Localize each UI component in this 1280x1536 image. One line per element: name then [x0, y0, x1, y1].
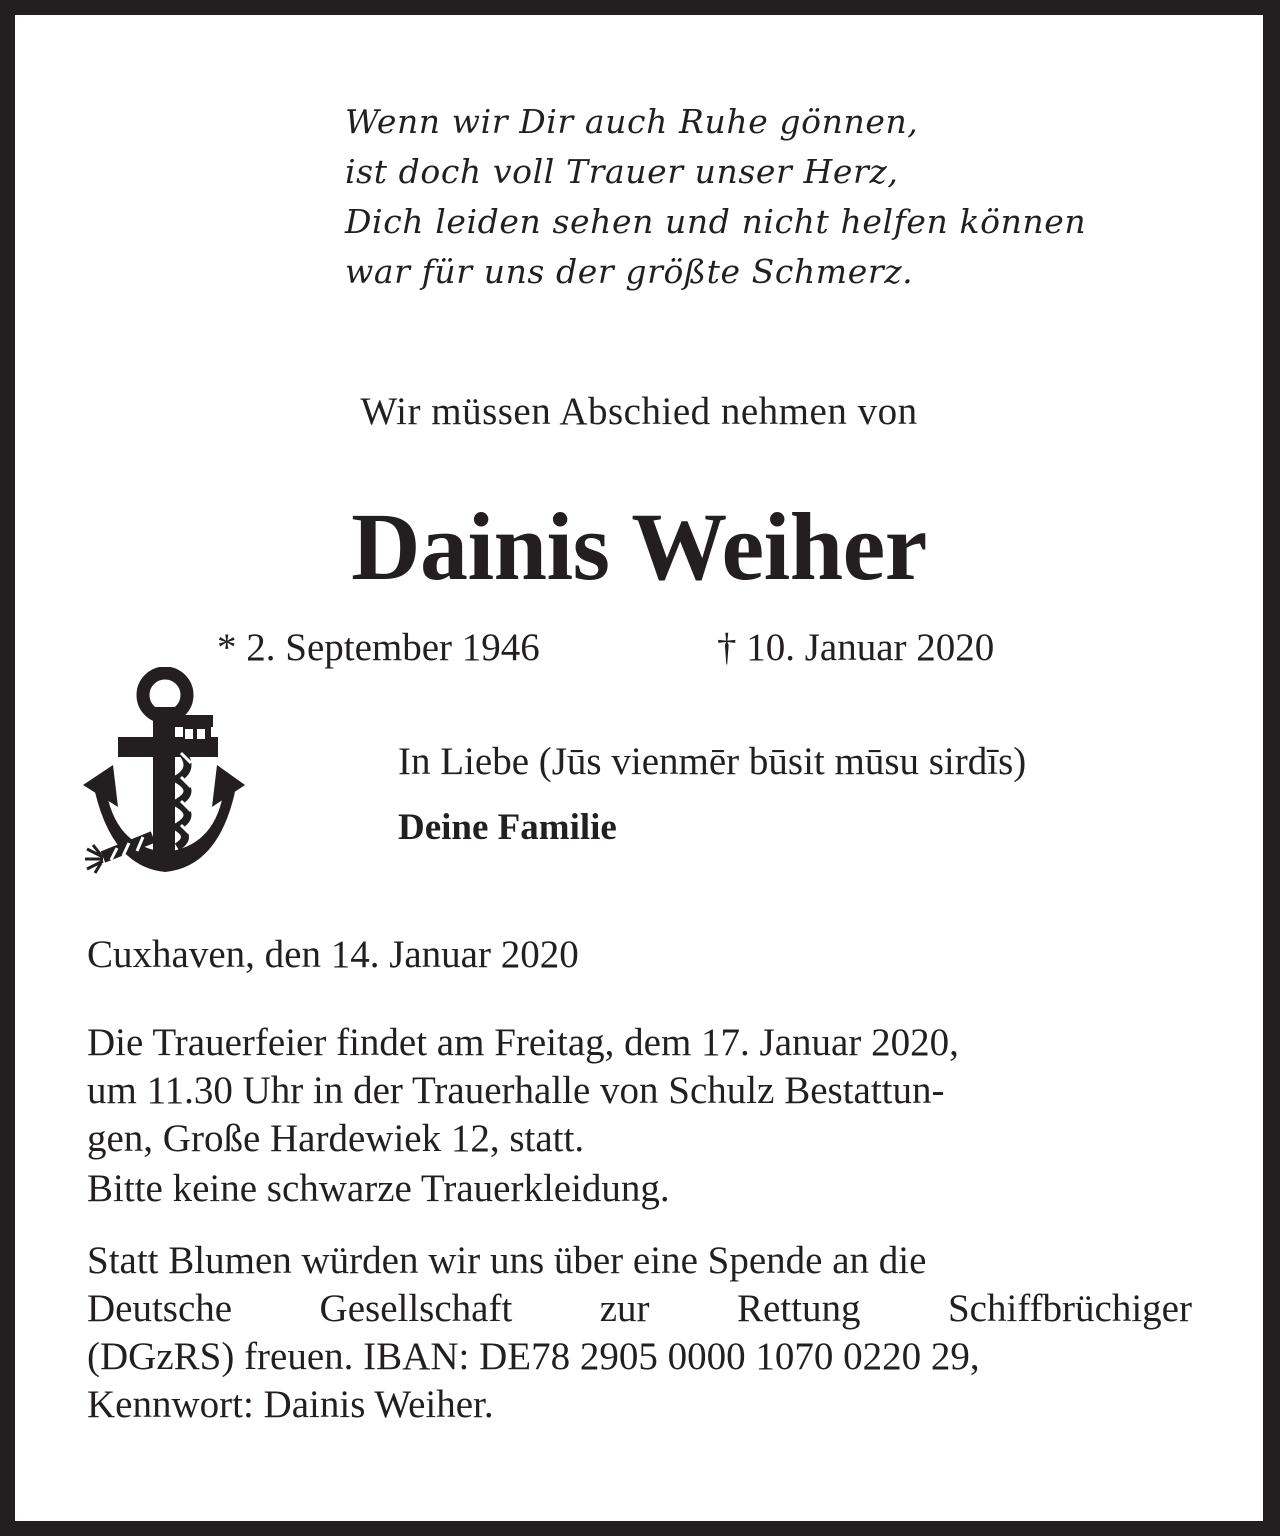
obituary-card	[15, 15, 1263, 1521]
death-date: † 10. Januar 2020	[717, 626, 995, 669]
poem-line: war für uns der größte Schmerz.	[345, 252, 914, 291]
poem-line: ist doch voll Trauer unser Herz,	[345, 152, 899, 191]
anchor-icon	[73, 667, 255, 882]
dedication-text: In Liebe (Jūs vienmēr būsit mūsu sirdīs)	[398, 740, 1027, 783]
intro-text: Wir müssen Abschied nehmen von	[360, 390, 918, 433]
paragraph-line: (DGzRS) freuen. IBAN: DE78 2905 0000 1070 0220 29,	[87, 1335, 980, 1378]
paragraph-line-justified	[87, 1285, 1192, 1333]
family-signature: Deine Familie	[398, 807, 617, 848]
donation-paragraph	[87, 1237, 1192, 1429]
word: Deutsche	[87, 1287, 233, 1330]
birth-date: * 2. September 1946	[217, 626, 540, 669]
paragraph-line: um 11.30 Uhr in der Trauerhalle von Schulz Bestattun-	[87, 1069, 945, 1112]
poem-line: Dich leiden sehen und nicht helfen können	[345, 202, 1087, 241]
paragraph-line: Statt Blumen würden wir uns über eine Spende an die	[87, 1239, 927, 1282]
paragraph-line: Bitte keine schwarze Trauerkleidung.	[87, 1167, 670, 1210]
paragraph-line: gen, Große Hardewiek 12, statt.	[87, 1117, 585, 1160]
word: Gesellschaft	[319, 1287, 513, 1330]
word: zur	[599, 1287, 650, 1330]
place-date: Cuxhaven, den 14. Januar 2020	[87, 933, 579, 976]
paragraph-line: Kennwort: Dainis Weiher.	[87, 1383, 494, 1426]
poem-line: Wenn wir Dir auch Ruhe gönnen,	[345, 102, 919, 141]
dress-code-paragraph	[87, 1165, 1192, 1213]
deceased-name: Dainis Weiher	[351, 493, 927, 600]
poem	[345, 97, 1086, 297]
word: Rettung	[737, 1287, 861, 1330]
word: Schiffbrüchiger	[947, 1287, 1192, 1330]
paragraph-line: Die Trauerfeier findet am Freitag, dem 17. Januar 2020,	[87, 1021, 959, 1064]
ceremony-paragraph	[87, 1019, 1192, 1163]
